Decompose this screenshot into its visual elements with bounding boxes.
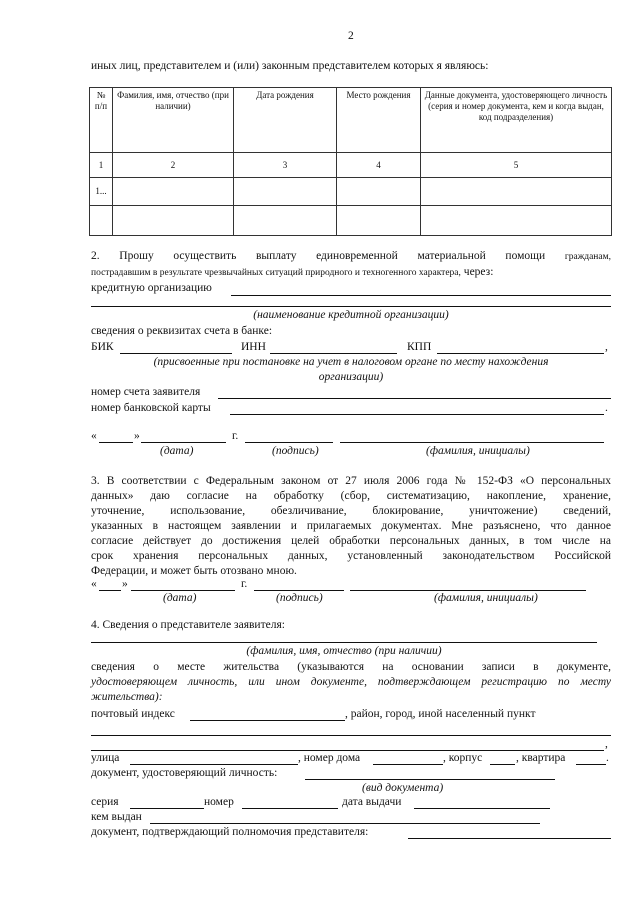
section2-line1: 2. Прошу осуществить выплату единовременной материальной помощи гражданам, (91, 250, 611, 262)
street-field[interactable] (130, 764, 298, 765)
signature-field[interactable] (245, 442, 333, 443)
consent-day-field[interactable] (99, 590, 121, 591)
consent-line-3: уточнение, использование, обезличивание, блокирование, уничтожение) сведений, (91, 505, 611, 517)
apartment-dot: . (606, 752, 609, 764)
consent-quote-open: « (91, 578, 97, 590)
date-day-field[interactable] (99, 442, 133, 443)
consent-caption-date: (дата) (163, 592, 197, 604)
series-field[interactable] (130, 808, 204, 809)
representative-fio-field[interactable] (91, 642, 597, 643)
number-label: номер (204, 796, 234, 808)
series-label: серия (91, 796, 119, 808)
col-num-1: 1 (90, 153, 113, 178)
table-row (90, 178, 612, 206)
identity-doc-field[interactable] (305, 779, 555, 780)
identity-doc-caption: (вид документа) (362, 782, 444, 794)
consent-quote-close: » (122, 578, 128, 590)
building-label: , корпус (443, 752, 483, 764)
residence-line-1-text: сведения о месте жительства (указываются на основании записи в документе, (91, 661, 611, 673)
building-field[interactable] (490, 764, 515, 765)
residence-line-3: жительства): (91, 691, 163, 703)
consent-signature-field[interactable] (254, 590, 344, 591)
locality-comma: , (605, 738, 608, 750)
consent-line-1: 3. В соответствии с Федеральным законом от 27 июля 2006 года № 152-ФЗ «О персональных (91, 475, 611, 487)
issue-date-label: дата выдачи (342, 796, 402, 808)
postal-label: почтовый индекс (91, 708, 175, 720)
residence-line-2: удостоверяющем личность, или ином документе, подтверждающем регистрацию по месту (91, 676, 611, 688)
consent-caption-name: (фамилия, инициалы) (434, 592, 538, 604)
col-num-3: 3 (234, 153, 337, 178)
caption-name: (фамилия, инициалы) (426, 445, 530, 457)
issued-by-label: кем выдан (91, 811, 142, 823)
tax-caption-2: организации) (318, 371, 384, 383)
table-cell[interactable] (234, 206, 337, 236)
col-num-5: 5 (421, 153, 612, 178)
date-quote-open: « (91, 430, 97, 442)
tax-caption-1: (присвоенные при постановке на учет в налоговом органе по месту нахождения (153, 356, 549, 368)
doc-number-field[interactable] (242, 808, 338, 809)
table-cell[interactable] (337, 178, 421, 206)
consent-line-6: срок хранения персональных данных, установленный законодательством Российской (91, 550, 611, 562)
table-cell[interactable] (421, 206, 612, 236)
issued-by-field[interactable] (150, 823, 540, 824)
street-label: улица (91, 752, 120, 764)
account-label: номер счета заявителя (91, 386, 201, 398)
consent-line-7: Федерации, и может быть отозвано мною. (91, 565, 297, 577)
representative-fio-caption: (фамилия, имя, отчество (при наличии) (246, 645, 442, 657)
header-birth-date: Дата рождения (234, 88, 337, 153)
table-cell[interactable] (113, 206, 234, 236)
date-quote-close: » (134, 430, 140, 442)
kpp-label: КПП (407, 341, 432, 353)
section2-line2: пострадавшим в результате чрезвычайных ситуаций природного и техногенного характера, через: (91, 266, 494, 278)
consent-line-2: данных» даю согласие на обработку (сбор, систематизацию, накопление, хранение, (91, 490, 611, 502)
table-cell[interactable] (113, 178, 234, 206)
intro-line: иных лиц, представителем и (или) законным представителем которых я являюсь: (91, 60, 489, 72)
caption-signature: (подпись) (272, 445, 319, 457)
table-cell[interactable] (234, 178, 337, 206)
caption-date: (дата) (160, 445, 194, 457)
credit-org-caption: (наименование кредитной организации) (253, 309, 449, 321)
house-field[interactable] (373, 764, 443, 765)
bik-field[interactable] (120, 353, 232, 354)
header-number: № п/п (90, 88, 113, 153)
header-document: Данные документа, удостоверяющего личность (серия и номер документа, кем и когда выдан, код подразделения) (421, 88, 612, 153)
apartment-field[interactable] (576, 764, 606, 765)
consent-month-field[interactable] (131, 590, 235, 591)
name-field[interactable] (340, 442, 604, 443)
header-fio: Фамилия, имя, отчество (при наличии) (113, 88, 234, 153)
consent-line-5: согласие действует до достижения целей обработки персональных данных, в том числе на (91, 535, 611, 547)
table-header-row (90, 88, 612, 153)
credit-org-label: кредитную организацию (91, 282, 212, 294)
year-suffix: г. (232, 430, 239, 442)
district-label: , район, город, иной населенный пункт (345, 708, 536, 720)
apartment-label: , квартира (516, 752, 566, 764)
inn-label: ИНН (241, 341, 266, 353)
credit-org-field[interactable] (231, 295, 611, 296)
bik-label: БИК (91, 341, 114, 353)
house-label: , номер дома (298, 752, 361, 764)
locality-field-2[interactable] (91, 750, 604, 751)
row-index: 1... (90, 178, 113, 206)
identity-doc-label: документ, удостоверяющий личность: (91, 767, 278, 779)
requisites-label: сведения о реквизитах счета в банке: (91, 325, 273, 337)
authority-doc-field[interactable] (408, 838, 611, 839)
page-number: 2 (348, 30, 354, 42)
header-birth-place: Место рождения (337, 88, 421, 153)
section4-title: 4. Сведения о представителе заявителя: (91, 619, 285, 631)
authority-doc-label: документ, подтверждающий полномочия представителя: (91, 826, 369, 838)
kpp-field[interactable] (437, 353, 604, 354)
card-label: номер банковской карты (91, 402, 211, 414)
card-dot: . (605, 402, 608, 414)
table-row (90, 206, 612, 236)
locality-field-1[interactable] (91, 735, 611, 736)
residence-line-1 (91, 661, 611, 673)
table-cell[interactable] (421, 178, 612, 206)
col-num-4: 4 (337, 153, 421, 178)
consent-year-suffix: г. (241, 578, 248, 590)
postal-field[interactable] (190, 720, 345, 721)
persons-table (89, 87, 612, 236)
inn-field[interactable] (270, 353, 397, 354)
table-cell[interactable] (337, 206, 421, 236)
kpp-comma: , (605, 341, 608, 353)
account-field[interactable] (218, 398, 611, 399)
consent-line-4: указанных в настоящем заявлении и прилагаемых документах. Мне разъяснено, что данное (91, 520, 611, 532)
consent-name-field[interactable] (350, 590, 586, 591)
date-month-field[interactable] (141, 442, 226, 443)
table-number-row (90, 153, 612, 178)
col-num-2: 2 (113, 153, 234, 178)
credit-org-field-2[interactable] (91, 306, 611, 307)
issue-date-field[interactable] (414, 808, 550, 809)
table-cell[interactable] (90, 206, 113, 236)
consent-caption-signature: (подпись) (276, 592, 323, 604)
card-field[interactable] (230, 414, 604, 415)
